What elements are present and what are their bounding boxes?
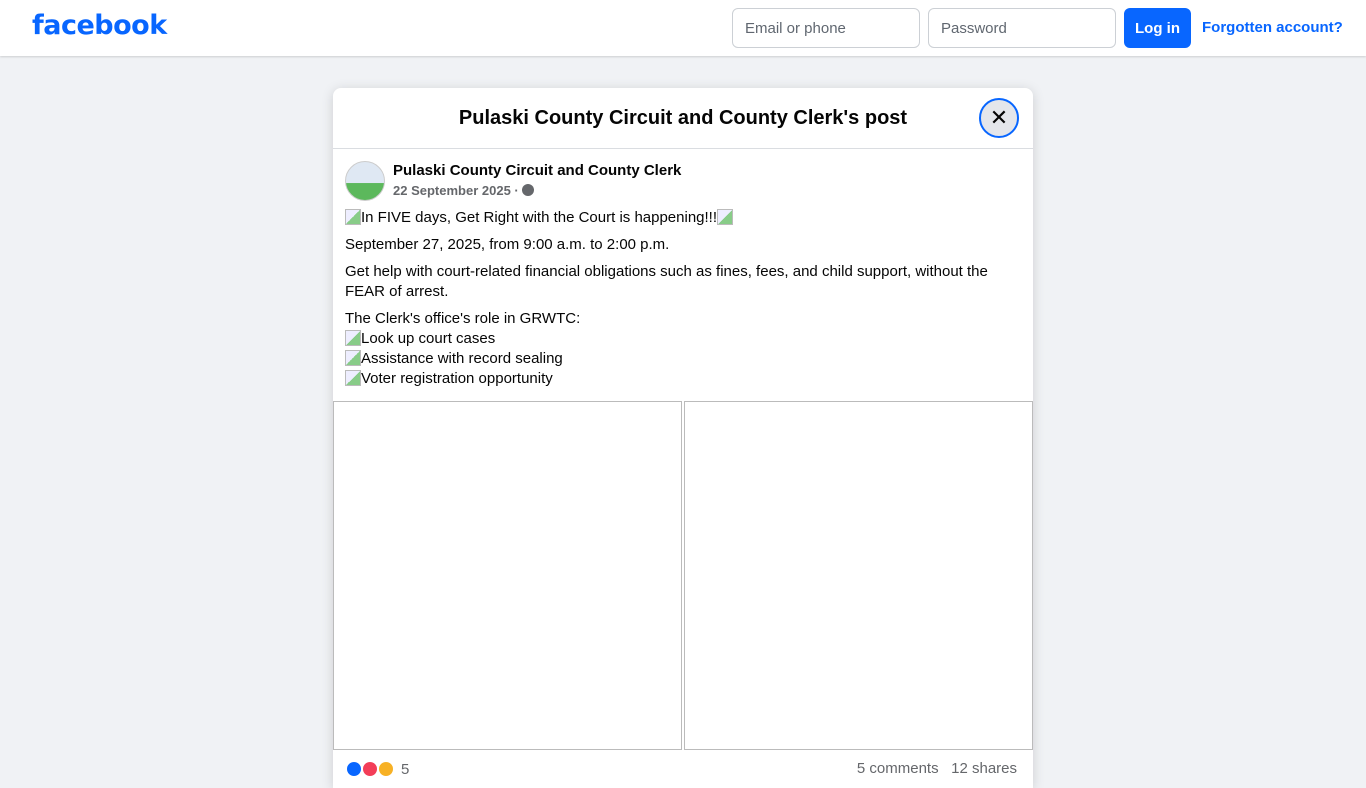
care-icon: [377, 760, 395, 778]
emoji-image-icon: [345, 350, 361, 366]
password-input[interactable]: [928, 8, 1116, 48]
reactions-summary[interactable]: [345, 760, 409, 778]
post-line: In FIVE days, Get Right with the Court is happening!!!: [361, 209, 718, 226]
globe-icon: [522, 184, 534, 196]
comments-count[interactable]: 5 comments: [856, 760, 939, 777]
post-meta: [393, 183, 534, 198]
post-line: September 27, 2025, from 9:00 a.m. to 2:00 p.m.: [345, 236, 670, 253]
dialog-header: [333, 88, 1033, 149]
post-stats: [857, 760, 1017, 777]
post-dialog: [333, 88, 1033, 788]
list-item: Voter registration opportunity: [361, 370, 553, 387]
emoji-image-icon: [717, 209, 733, 225]
list-item: Look up court cases: [361, 330, 496, 347]
login-button[interactable]: Log in: [1124, 8, 1191, 48]
facebook-logo[interactable]: facebook: [32, 10, 167, 41]
post-author[interactable]: Pulaski County Circuit and County Clerk: [393, 162, 682, 179]
post-image[interactable]: [333, 401, 682, 750]
post-line: The Clerk's office's role in GRWTC:: [345, 310, 581, 327]
avatar[interactable]: [345, 161, 385, 201]
post-text: [345, 208, 1021, 389]
forgotten-account-link[interactable]: Forgotten account?: [1202, 19, 1343, 36]
reaction-count: 5: [401, 760, 410, 778]
emoji-image-icon: [345, 209, 361, 225]
top-bar: [0, 0, 1366, 56]
emoji-image-icon: [345, 330, 361, 346]
dialog-title: Pulaski County Circuit and County Clerk's post: [458, 107, 908, 129]
emoji-image-icon: [345, 370, 361, 386]
list-item: Assistance with record sealing: [361, 350, 563, 367]
close-icon[interactable]: ✕: [979, 98, 1019, 138]
post-date[interactable]: 22 September 2025: [393, 183, 511, 198]
separator: ·: [510, 183, 523, 198]
email-input[interactable]: [732, 8, 920, 48]
shares-count[interactable]: 12 shares: [951, 760, 1017, 777]
post-line: Get help with court-related financial obligations such as fines, fees, and child support, without the FEAR of arrest.: [345, 263, 988, 300]
post-image[interactable]: [684, 401, 1033, 750]
